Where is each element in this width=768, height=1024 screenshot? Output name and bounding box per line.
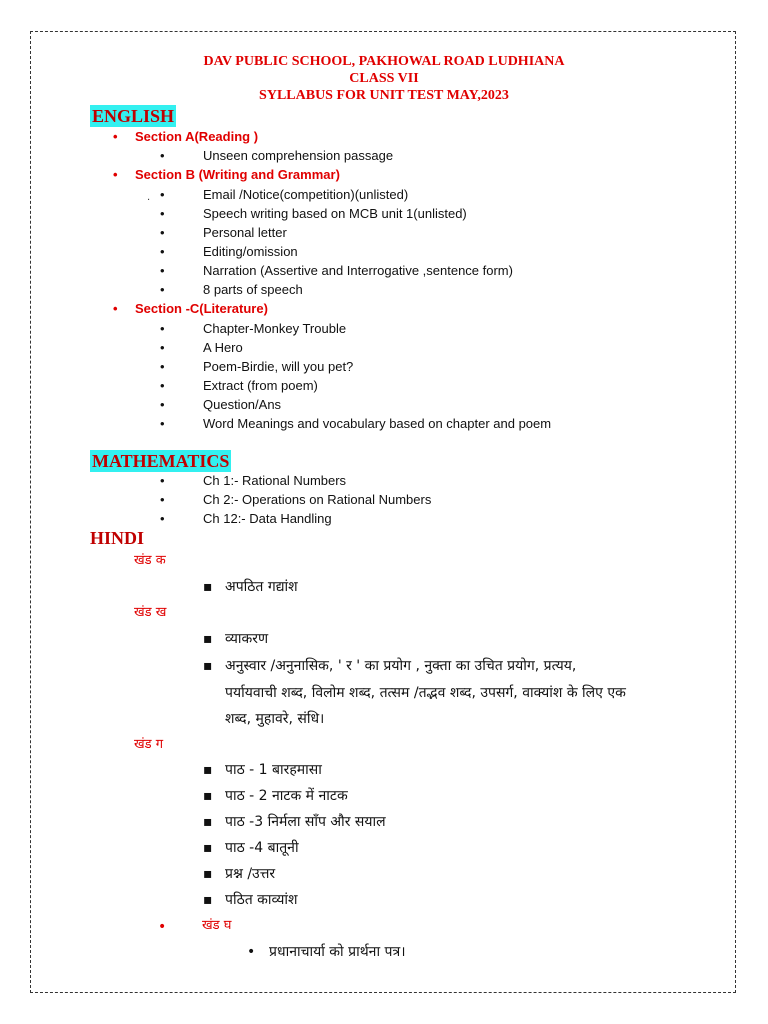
list-item: • Personal letter: [160, 225, 287, 240]
hindi-list-item: ▪ पाठ -3 निर्मला साँप और सयाल: [203, 809, 703, 835]
bullet-icon: •: [160, 492, 165, 507]
list-item: • Chapter-Monkey Trouble: [160, 321, 347, 336]
square-bullet-icon: ▪: [203, 840, 213, 856]
square-bullet-icon: ▪: [203, 631, 213, 647]
khand-ka-label: खंड क: [134, 553, 166, 568]
list-item: • Email /Notice(competition)(unlisted): [160, 187, 409, 202]
bullet-icon: •: [160, 148, 165, 163]
square-bullet-icon: ▪: [203, 814, 213, 830]
square-bullet-icon: ▪: [203, 866, 213, 882]
bullet-icon: •: [247, 944, 256, 960]
bullet-icon: •: [160, 397, 165, 412]
list-item: • Word Meanings and vocabulary based on chapter and poem: [160, 416, 552, 431]
list-item: • Poem-Birdie, will you pet?: [160, 359, 354, 374]
hindi-heading: HINDI: [90, 528, 145, 548]
list-item: • Unseen comprehension passage: [160, 148, 394, 163]
stray-mark: .: [147, 192, 151, 203]
bullet-icon: •: [160, 473, 165, 488]
list-item: • Speech writing based on MCB unit 1(unlisted): [160, 206, 467, 221]
list-item: • Editing/omission: [160, 244, 298, 259]
square-bullet-icon: ▪: [203, 892, 213, 908]
hindi-list-item-continued: पर्यायवाची शब्द, विलोम शब्द, तत्सम /तद्भव शब्द, उपसर्ग, वाक्यांश के लिए एक: [225, 685, 626, 701]
list-item: • Ch 12:- Data Handling: [160, 511, 332, 526]
bullet-icon: •: [113, 167, 118, 182]
square-bullet-icon: ▪: [203, 579, 213, 595]
section-b-label: • Section B (Writing and Grammar): [113, 167, 340, 182]
bullet-icon: •: [160, 378, 165, 393]
bullet-icon: •: [160, 359, 165, 374]
hindi-list-item: ▪ पठित काव्यांश: [203, 887, 703, 913]
bullet-icon: •: [160, 263, 165, 278]
bullet-icon: •: [160, 187, 165, 202]
list-item: • Ch 1:- Rational Numbers: [160, 473, 347, 488]
square-bullet-icon: ▪: [203, 788, 213, 804]
hindi-list-item-continued: शब्द, मुहावरे, संधि।: [225, 711, 325, 727]
bullet-icon: •: [113, 129, 118, 144]
bullet-icon: •: [160, 511, 165, 526]
class-title: CLASS VII: [349, 71, 419, 86]
section-a-label: • Section A(Reading ): [113, 129, 259, 144]
bullet-icon: •: [158, 919, 167, 935]
square-bullet-icon: ▪: [203, 658, 213, 674]
hindi-list-item: ▪ व्याकरण: [203, 626, 703, 652]
school-name: DAV PUBLIC SCHOOL, PAKHOWAL ROAD LUDHIANA: [203, 54, 565, 69]
bullet-icon: •: [113, 301, 118, 316]
hindi-list-item: ▪ अपठित गद्यांश: [203, 574, 703, 600]
square-bullet-icon: ▪: [203, 762, 213, 778]
syllabus-title: SYLLABUS FOR UNIT TEST MAY,2023: [259, 88, 509, 103]
list-item: • Extract (from poem): [160, 378, 318, 393]
list-item: • Question/Ans: [160, 397, 282, 412]
hindi-list-item: ▪ अनुस्वार /अनुनासिक, ' र ' का प्रयोग , नुक्ता का उचित प्रयोग, प्रत्यय,: [203, 653, 703, 679]
list-item: • A Hero: [160, 340, 243, 355]
hindi-list-item: ▪ पाठ - 1 बारहमासा: [203, 757, 703, 783]
list-item: • Narration (Assertive and Interrogative ,sentence form): [160, 263, 513, 278]
list-item: • 8 parts of speech: [160, 282, 303, 297]
english-heading: ENGLISH: [92, 106, 175, 126]
hindi-list-item: ▪ पाठ -4 बातूनी: [203, 835, 703, 861]
mathematics-heading: MATHEMATICS: [92, 451, 230, 471]
bullet-icon: •: [160, 282, 165, 297]
khand-kha-label: खंड ख: [134, 605, 167, 620]
section-c-label: • Section -C(Literature): [113, 301, 268, 316]
bullet-icon: •: [160, 340, 165, 355]
khand-ga-label: खंड ग: [134, 737, 164, 752]
bullet-icon: •: [160, 244, 165, 259]
hindi-list-item: • प्रधानाचार्या को प्रार्थना पत्र।: [247, 939, 747, 965]
bullet-icon: •: [160, 225, 165, 240]
bullet-icon: •: [160, 206, 165, 221]
list-item: • Ch 2:- Operations on Rational Numbers: [160, 492, 432, 507]
khand-gha-label: खंड घ: [202, 918, 232, 933]
bullet-icon: •: [160, 416, 165, 431]
bullet-icon: •: [160, 321, 165, 336]
hindi-list-item: ▪ प्रश्न /उत्तर: [203, 861, 703, 887]
hindi-list-item: ▪ पाठ - 2 नाटक में नाटक: [203, 783, 703, 809]
